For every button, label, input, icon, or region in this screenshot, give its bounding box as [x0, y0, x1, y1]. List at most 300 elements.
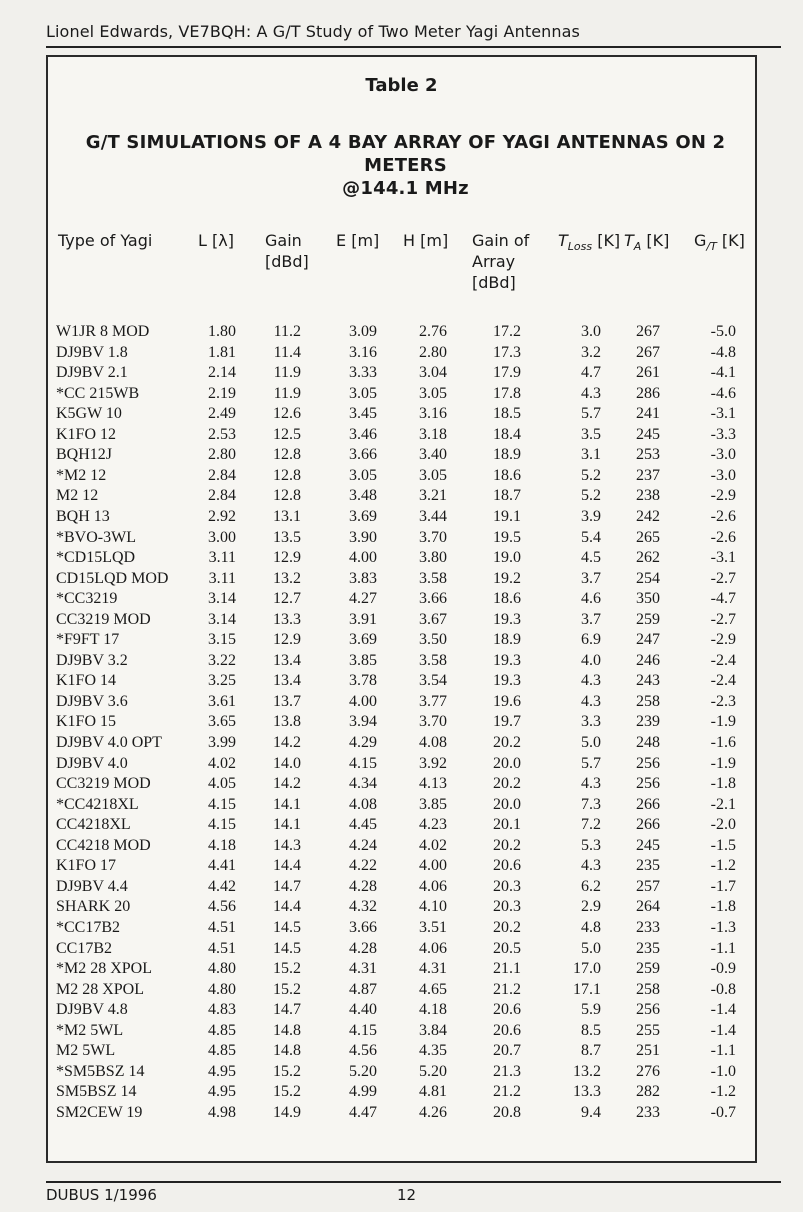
cell-g-over-t: -4.7: [710, 590, 736, 608]
table-row: [48, 651, 755, 672]
table-row: [48, 856, 755, 877]
header-t-a-symbol: T: [624, 231, 634, 250]
cell-array-gain: 21.3: [493, 1062, 521, 1080]
cell-gain: 14.1: [273, 816, 301, 834]
header-t-a: [624, 230, 669, 253]
cell-yagi-type: DJ9BV 4.4: [56, 877, 128, 895]
cell-yagi-type: *M2 12: [56, 466, 107, 484]
cell-yagi-type: K1FO 12: [56, 425, 117, 443]
cell-length: 2.80: [208, 446, 236, 464]
cell-yagi-type: M2 28 XPOL: [56, 980, 145, 998]
table-title: [64, 131, 747, 200]
cell-e: 4.24: [349, 836, 377, 854]
cell-g-over-t: -2.6: [710, 507, 736, 525]
cell-t-a: 261: [636, 364, 660, 382]
cell-array-gain: 19.1: [493, 507, 521, 525]
cell-h: 5.20: [419, 1062, 447, 1080]
cell-yagi-type: CC4218XL: [56, 816, 131, 834]
cell-yagi-type: CC4218 MOD: [56, 836, 151, 854]
table-row: [48, 939, 755, 960]
header-t-loss-subscript: Loss: [567, 240, 593, 253]
table-row: [48, 1000, 755, 1021]
cell-yagi-type: M2 5WL: [56, 1042, 116, 1060]
cell-array-gain: 18.4: [493, 425, 521, 443]
cell-t-a: 237: [636, 466, 660, 484]
cell-t-a: 251: [636, 1042, 660, 1060]
table-title-line-1: G/T SIMULATIONS OF A 4 BAY ARRAY OF YAGI ANTENNAS ON 2 METERS: [85, 132, 726, 176]
cell-t-loss: 3.7: [581, 610, 601, 628]
table-row: [48, 712, 755, 733]
cell-h: 4.13: [419, 775, 447, 793]
column-headers: [48, 230, 755, 300]
cell-h: 3.18: [419, 425, 447, 443]
cell-yagi-type: SM2CEW 19: [56, 1103, 143, 1121]
cell-gain: 11.2: [273, 323, 301, 340]
header-t-loss: [558, 230, 620, 253]
cell-length: 3.11: [208, 569, 236, 587]
header-g-over-t-subscript: /T: [706, 240, 717, 253]
cell-length: 4.95: [208, 1083, 236, 1101]
cell-yagi-type: CD15LQD MOD: [56, 569, 169, 587]
header-t-loss-symbol: T: [558, 231, 568, 250]
table-title-line-2: @144.1 MHz: [342, 178, 469, 199]
cell-array-gain: 18.7: [493, 487, 521, 505]
cell-yagi-type: *CC3219: [56, 590, 118, 608]
cell-gain: 15.2: [273, 1083, 301, 1101]
cell-h: 3.67: [419, 610, 447, 628]
cell-h: 3.40: [419, 446, 447, 464]
cell-t-a: 243: [636, 672, 660, 690]
cell-g-over-t: -2.0: [710, 816, 736, 834]
cell-array-gain: 21.1: [493, 960, 521, 978]
cell-yagi-type: M2 12: [56, 487, 99, 505]
cell-g-over-t: -3.1: [710, 405, 736, 423]
cell-length: 4.18: [208, 836, 236, 854]
cell-t-a: 265: [636, 528, 660, 546]
cell-array-gain: 20.2: [493, 734, 521, 751]
header-g-over-t-symbol: G: [694, 231, 707, 250]
cell-array-gain: 19.3: [493, 672, 521, 690]
cell-array-gain: 18.5: [493, 405, 521, 423]
cell-array-gain: 20.1: [493, 816, 521, 834]
cell-e: 4.34: [349, 775, 377, 793]
cell-h: 3.05: [419, 466, 447, 484]
cell-gain: 14.5: [273, 939, 301, 957]
cell-gain: 12.8: [273, 487, 301, 505]
cell-array-gain: 20.2: [493, 775, 521, 793]
cell-yagi-type: CC17B2: [56, 939, 113, 957]
cell-g-over-t: -1.9: [710, 754, 736, 772]
cell-gain: 15.2: [273, 1062, 301, 1080]
cell-length: 4.41: [208, 857, 236, 875]
cell-gain: 13.4: [273, 672, 301, 690]
cell-e: 4.15: [349, 754, 377, 772]
cell-array-gain: 17.3: [493, 343, 521, 361]
header-h: H [m]: [403, 231, 449, 250]
cell-length: 2.84: [208, 466, 236, 484]
cell-g-over-t: -2.7: [710, 610, 736, 628]
header-length: L [λ]: [198, 231, 234, 250]
cell-g-over-t: -0.7: [710, 1103, 736, 1121]
cell-gain: 14.3: [273, 836, 301, 854]
cell-t-loss: 4.3: [581, 692, 601, 710]
cell-gain: 12.9: [273, 631, 301, 649]
cell-t-loss: 3.7: [581, 569, 601, 587]
cell-t-loss: 5.7: [581, 754, 601, 772]
cell-length: 4.51: [208, 939, 236, 957]
cell-yagi-type: K1FO 15: [56, 713, 117, 731]
cell-e: 3.45: [349, 405, 377, 423]
table-row: [48, 384, 755, 405]
cell-e: 4.31: [349, 960, 377, 978]
cell-yagi-type: DJ9BV 2.1: [56, 364, 128, 382]
cell-t-loss: 17.1: [573, 980, 601, 998]
cell-length: 3.15: [208, 631, 236, 649]
cell-gain: 13.4: [273, 651, 301, 669]
cell-t-a: 257: [636, 877, 660, 895]
cell-gain: 13.8: [273, 713, 301, 731]
cell-e: 3.05: [349, 466, 377, 484]
cell-g-over-t: -0.8: [710, 980, 736, 998]
cell-h: 2.76: [419, 323, 447, 340]
cell-t-a: 259: [636, 610, 660, 628]
cell-yagi-type: K1FO 17: [56, 857, 117, 875]
cell-g-over-t: -2.4: [710, 651, 736, 669]
cell-length: 3.65: [208, 713, 236, 731]
cell-t-loss: 13.2: [573, 1062, 601, 1080]
header-t-a-subscript: A: [633, 240, 642, 253]
cell-t-loss: 3.1: [581, 446, 601, 464]
cell-t-a: 350: [636, 590, 660, 608]
cell-e: 3.94: [349, 713, 377, 731]
cell-h: 3.66: [419, 590, 447, 608]
cell-h: 4.26: [419, 1103, 447, 1121]
cell-h: 3.85: [419, 795, 447, 813]
table-row: [48, 1082, 755, 1103]
cell-t-a: 242: [636, 507, 660, 525]
cell-length: 4.83: [208, 1001, 236, 1019]
header-gain-line-1: Gain: [265, 231, 302, 250]
cell-h: 3.44: [419, 507, 447, 525]
cell-e: 3.90: [349, 528, 377, 546]
cell-array-gain: 20.0: [493, 795, 521, 813]
cell-g-over-t: -1.1: [710, 939, 736, 957]
cell-t-loss: 3.5: [581, 425, 601, 443]
cell-length: 3.61: [208, 692, 236, 710]
cell-gain: 14.2: [273, 734, 301, 751]
cell-t-loss: 6.2: [581, 877, 601, 895]
cell-array-gain: 20.8: [493, 1103, 521, 1121]
cell-t-a: 248: [636, 734, 660, 751]
cell-e: 5.20: [349, 1062, 377, 1080]
header-gain-of-array: [472, 230, 529, 293]
cell-length: 4.02: [208, 754, 236, 772]
cell-array-gain: 17.8: [493, 384, 521, 402]
cell-t-loss: 13.3: [573, 1083, 601, 1101]
cell-e: 3.91: [349, 610, 377, 628]
cell-array-gain: 20.0: [493, 754, 521, 772]
cell-e: 3.69: [349, 631, 377, 649]
cell-t-a: 282: [636, 1083, 660, 1101]
cell-t-loss: 8.5: [581, 1021, 601, 1039]
cell-t-loss: 8.7: [581, 1042, 601, 1060]
cell-g-over-t: -1.2: [710, 1083, 736, 1101]
cell-t-a: 253: [636, 446, 660, 464]
cell-t-a: 245: [636, 836, 660, 854]
cell-length: 3.11: [208, 549, 236, 567]
cell-e: 3.66: [349, 446, 377, 464]
cell-t-loss: 5.2: [581, 466, 601, 484]
cell-gain: 14.5: [273, 918, 301, 936]
cell-h: 3.70: [419, 528, 447, 546]
cell-gain: 13.2: [273, 569, 301, 587]
cell-h: 4.81: [419, 1083, 447, 1101]
cell-gain: 12.5: [273, 425, 301, 443]
cell-e: 4.08: [349, 795, 377, 813]
cell-gain: 14.8: [273, 1042, 301, 1060]
cell-yagi-type: *CC17B2: [56, 918, 121, 936]
cell-h: 3.80: [419, 549, 447, 567]
cell-t-a: 235: [636, 857, 660, 875]
cell-yagi-type: CC3219 MOD: [56, 775, 151, 793]
cell-t-a: 262: [636, 549, 660, 567]
cell-t-a: 267: [636, 343, 660, 361]
cell-h: 4.06: [419, 877, 447, 895]
cell-gain: 13.1: [273, 507, 301, 525]
cell-g-over-t: -2.3: [710, 692, 736, 710]
page-number: 12: [397, 1186, 417, 1204]
header-gain-line-2: [dBd]: [265, 252, 309, 271]
cell-h: 4.02: [419, 836, 447, 854]
cell-gain: 12.9: [273, 549, 301, 567]
cell-h: 4.35: [419, 1042, 447, 1060]
cell-array-gain: 20.6: [493, 857, 521, 875]
cell-yagi-type: CC3219 MOD: [56, 610, 151, 628]
cell-g-over-t: -1.0: [710, 1062, 736, 1080]
cell-length: 2.84: [208, 487, 236, 505]
cell-g-over-t: -1.2: [710, 857, 736, 875]
cell-gain: 13.5: [273, 528, 301, 546]
cell-h: 3.58: [419, 569, 447, 587]
cell-t-a: 258: [636, 980, 660, 998]
cell-length: 4.80: [208, 980, 236, 998]
cell-gain: 14.7: [273, 1001, 301, 1019]
table-row: [48, 343, 755, 364]
cell-t-a: 241: [636, 405, 660, 423]
cell-t-a: 259: [636, 960, 660, 978]
running-head: Lionel Edwards, VE7BQH: A G/T Study of Two Meter Yagi Antennas: [46, 22, 580, 41]
table-row: [48, 569, 755, 590]
cell-array-gain: 20.2: [493, 836, 521, 854]
cell-g-over-t: -1.4: [710, 1021, 736, 1039]
cell-t-loss: 4.3: [581, 384, 601, 402]
cell-gain: 14.7: [273, 877, 301, 895]
cell-g-over-t: -1.6: [710, 734, 736, 751]
cell-e: 3.46: [349, 425, 377, 443]
cell-yagi-type: BQH 13: [56, 507, 110, 525]
header-type-of-yagi: Type of Yagi: [58, 231, 153, 250]
cell-array-gain: 21.2: [493, 980, 521, 998]
cell-e: 4.47: [349, 1103, 377, 1121]
cell-yagi-type: *F9FT 17: [56, 631, 120, 649]
cell-t-a: 266: [636, 795, 660, 813]
cell-e: 3.85: [349, 651, 377, 669]
cell-e: 3.48: [349, 487, 377, 505]
cell-length: 1.81: [208, 343, 236, 361]
table-row: [48, 1041, 755, 1062]
cell-h: 3.58: [419, 651, 447, 669]
cell-h: 3.05: [419, 384, 447, 402]
cell-array-gain: 18.6: [493, 466, 521, 484]
header-gain: [265, 230, 309, 272]
cell-array-gain: 19.3: [493, 651, 521, 669]
cell-g-over-t: -1.7: [710, 877, 736, 895]
cell-h: 4.10: [419, 898, 447, 916]
cell-e: 3.05: [349, 384, 377, 402]
cell-e: 4.40: [349, 1001, 377, 1019]
cell-g-over-t: -2.6: [710, 528, 736, 546]
table-row: [48, 959, 755, 980]
cell-gain: 12.7: [273, 590, 301, 608]
cell-array-gain: 20.3: [493, 877, 521, 895]
cell-t-a: 247: [636, 631, 660, 649]
cell-t-loss: 4.7: [581, 364, 601, 382]
cell-e: 4.29: [349, 734, 377, 751]
cell-t-loss: 4.6: [581, 590, 601, 608]
publication-footer: DUBUS 1/1996: [46, 1186, 157, 1204]
cell-e: 3.66: [349, 918, 377, 936]
cell-yagi-type: *SM5BSZ 14: [56, 1062, 145, 1080]
cell-length: 4.15: [208, 816, 236, 834]
cell-t-a: 258: [636, 692, 660, 710]
cell-array-gain: 21.2: [493, 1083, 521, 1101]
table-row: [48, 897, 755, 918]
cell-gain: 14.9: [273, 1103, 301, 1121]
header-t-a-unit: [K]: [641, 231, 670, 250]
cell-g-over-t: -4.6: [710, 384, 736, 402]
cell-t-a: 254: [636, 569, 660, 587]
cell-h: 3.84: [419, 1021, 447, 1039]
cell-t-loss: 4.3: [581, 775, 601, 793]
cell-length: 3.00: [208, 528, 236, 546]
cell-array-gain: 17.9: [493, 364, 521, 382]
cell-e: 4.00: [349, 549, 377, 567]
cell-array-gain: 20.7: [493, 1042, 521, 1060]
table-row: [48, 630, 755, 651]
cell-g-over-t: -5.0: [710, 323, 736, 340]
cell-length: 3.22: [208, 651, 236, 669]
header-gain-of-array-line-3: [dBd]: [472, 273, 516, 292]
cell-t-a: 256: [636, 775, 660, 793]
cell-h: 4.18: [419, 1001, 447, 1019]
cell-length: 2.53: [208, 425, 236, 443]
cell-t-a: 256: [636, 754, 660, 772]
cell-t-a: 233: [636, 1103, 660, 1121]
cell-gain: 11.9: [273, 364, 301, 382]
cell-g-over-t: -4.8: [710, 343, 736, 361]
cell-e: 3.16: [349, 343, 377, 361]
cell-t-loss: 3.2: [581, 343, 601, 361]
cell-length: 2.49: [208, 405, 236, 423]
cell-h: 3.50: [419, 631, 447, 649]
table-row: [48, 692, 755, 713]
cell-t-a: 267: [636, 323, 660, 340]
cell-array-gain: 20.5: [493, 939, 521, 957]
table-row: [48, 671, 755, 692]
header-t-loss-unit: [K]: [592, 231, 621, 250]
cell-g-over-t: -1.8: [710, 775, 736, 793]
cell-h: 3.04: [419, 364, 447, 382]
cell-g-over-t: -1.4: [710, 1001, 736, 1019]
cell-array-gain: 20.2: [493, 918, 521, 936]
table-row: [48, 1021, 755, 1042]
table-frame: [46, 55, 757, 1163]
cell-g-over-t: -3.1: [710, 549, 736, 567]
cell-t-loss: 7.3: [581, 795, 601, 813]
cell-array-gain: 19.5: [493, 528, 521, 546]
cell-gain: 13.7: [273, 692, 301, 710]
header-g-over-t-unit: [K]: [716, 231, 745, 250]
cell-yagi-type: *M2 28 XPOL: [56, 960, 153, 978]
table-row: [48, 322, 755, 343]
cell-t-loss: 4.0: [581, 651, 601, 669]
cell-h: 3.21: [419, 487, 447, 505]
cell-t-loss: 5.4: [581, 528, 601, 546]
cell-array-gain: 19.6: [493, 692, 521, 710]
cell-g-over-t: -1.9: [710, 713, 736, 731]
cell-array-gain: 20.3: [493, 898, 521, 916]
cell-e: 4.27: [349, 590, 377, 608]
table-row: [48, 815, 755, 836]
cell-g-over-t: -1.1: [710, 1042, 736, 1060]
cell-length: 1.80: [208, 323, 236, 340]
cell-gain: 14.4: [273, 898, 301, 916]
cell-yagi-type: DJ9BV 4.0: [56, 754, 128, 772]
table-row: [48, 980, 755, 1001]
cell-t-a: 276: [636, 1062, 660, 1080]
cell-array-gain: 19.2: [493, 569, 521, 587]
cell-h: 3.92: [419, 754, 447, 772]
cell-h: 4.23: [419, 816, 447, 834]
cell-t-loss: 4.8: [581, 918, 601, 936]
cell-t-a: 245: [636, 425, 660, 443]
header-rule: [46, 46, 781, 48]
cell-t-a: 266: [636, 816, 660, 834]
cell-e: 4.32: [349, 898, 377, 916]
cell-g-over-t: -2.7: [710, 569, 736, 587]
cell-g-over-t: -4.1: [710, 364, 736, 382]
table-row: [48, 466, 755, 487]
cell-yagi-type: DJ9BV 4.8: [56, 1001, 128, 1019]
cell-yagi-type: *CD15LQD: [56, 549, 136, 567]
cell-t-a: 264: [636, 898, 660, 916]
cell-length: 4.80: [208, 960, 236, 978]
cell-length: 3.99: [208, 734, 236, 751]
cell-e: 4.99: [349, 1083, 377, 1101]
cell-t-a: 233: [636, 918, 660, 936]
cell-e: 3.78: [349, 672, 377, 690]
cell-t-loss: 5.2: [581, 487, 601, 505]
cell-gain: 14.1: [273, 795, 301, 813]
cell-array-gain: 18.9: [493, 631, 521, 649]
cell-e: 4.56: [349, 1042, 377, 1060]
cell-array-gain: 18.9: [493, 446, 521, 464]
cell-t-loss: 9.4: [581, 1103, 601, 1121]
cell-t-loss: 4.3: [581, 672, 601, 690]
cell-gain: 14.2: [273, 775, 301, 793]
cell-h: 4.31: [419, 960, 447, 978]
cell-t-loss: 5.3: [581, 836, 601, 854]
